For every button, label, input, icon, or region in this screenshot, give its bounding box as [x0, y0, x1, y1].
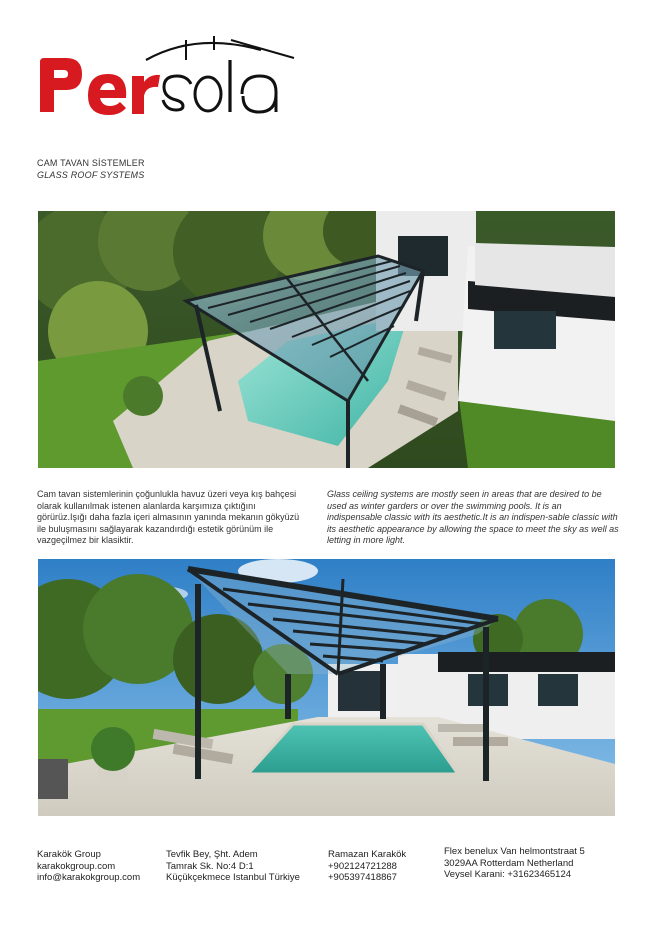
contact-phone-1[interactable]: +902124721288	[328, 860, 397, 872]
glass-roof-front-photo	[38, 559, 615, 816]
footer-address	[166, 849, 300, 884]
description-english-text: Glass ceiling systems are mostly seen in areas that are desired to be used as winter garders or over the swimming pools. It is an indispensable classic with its aesthetic.It is an indispen-sable classic with its aesthetic appearance by allowing the space to meet the sky as well as letting in more light.	[327, 489, 619, 545]
persola-logo-graphic	[36, 30, 298, 120]
description-english	[327, 489, 619, 547]
description-turkish	[37, 489, 307, 547]
company-name: Karakök Group	[37, 849, 101, 860]
heading-turkish: CAM TAVAN SİSTEMLER	[37, 158, 145, 168]
benelux-contact[interactable]: Veysel Karani: +31623465124	[444, 869, 572, 880]
address-line-1: Tevfik Bey, Şht. Adem	[166, 849, 258, 860]
company-email[interactable]: info@karakokgroup.com	[37, 872, 141, 883]
benelux-address-2: 3029AA Rotterdam Netherland	[444, 857, 574, 869]
company-website[interactable]: karakokgroup.com	[37, 860, 116, 872]
glass-roof-aerial-photo	[38, 211, 615, 468]
address-line-3: Küçükçekmece Istanbul Türkiye	[166, 872, 300, 883]
section-heading	[37, 157, 145, 181]
footer-company	[37, 849, 140, 884]
footer-benelux	[444, 846, 585, 881]
heading-english: GLASS ROOF SYSTEMS	[37, 170, 145, 180]
contact-name: Ramazan Karakök	[328, 849, 407, 860]
description-turkish-text: Cam tavan sistemlerinin çoğunlukla havuz üzeri veya kış bahçesi olarak kullanılmak istenen alanlarda karşımıza çıktığını görürüz.Işığı daha fazla içeri almasının yanında mekanın gökyüzü ile buluşmasını sağlayarak kazandırdığı estetik görünüm ile vazgeçilmez bir klasiktir.	[37, 489, 300, 545]
address-line-2: Tamrak Sk. No:4 D:1	[166, 860, 254, 872]
benelux-address-1: Flex benelux Van helmontstraat 5	[444, 846, 585, 857]
contact-phone-2[interactable]: +905397418867	[328, 872, 397, 883]
footer-contact	[328, 849, 406, 884]
persola-logo	[36, 30, 298, 120]
